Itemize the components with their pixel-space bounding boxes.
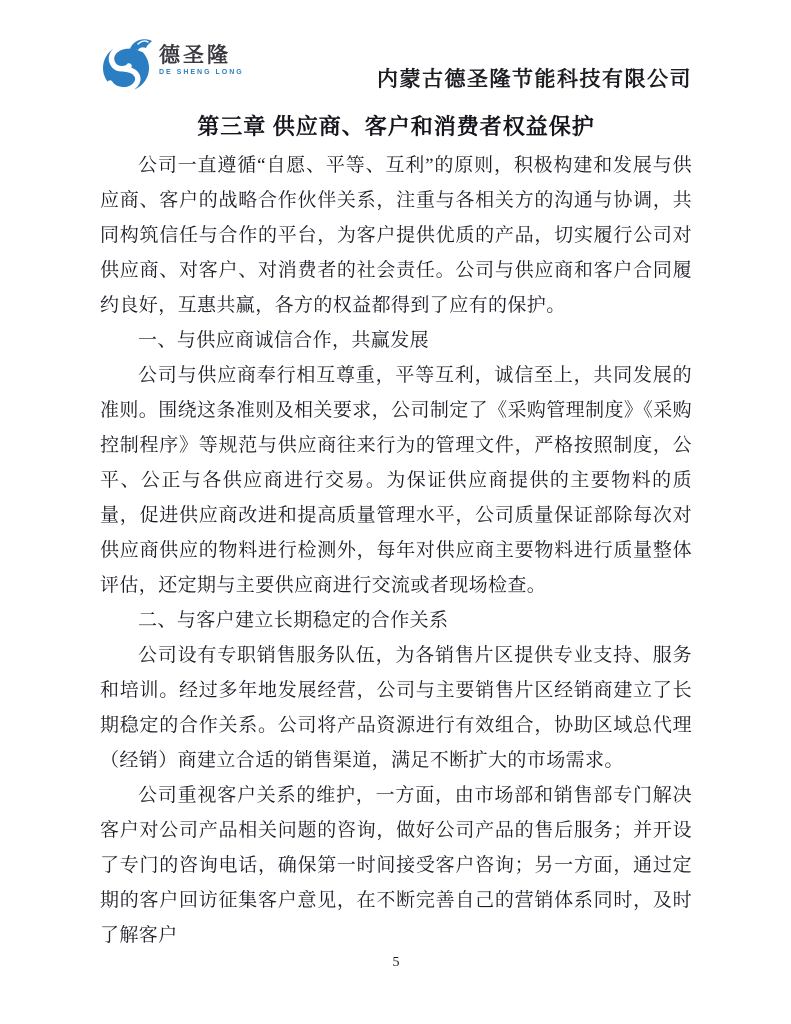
- company-name: 内蒙古德圣隆节能科技有限公司: [377, 67, 692, 91]
- logo-name-cn: 德圣隆: [159, 44, 231, 68]
- company-logo: [100, 36, 244, 94]
- document-body: [100, 148, 692, 953]
- body-paragraph: 公司与供应商奉行相互尊重，平等互利，诚信至上，共同发展的准则。围绕这条准则及相关要求，公司制定了《采购管理制度》《采购控制程序》等规范与供应商往来行为的管理文件，严格按照制度，公平、公正与各供应商进行交易。为保证供应商提供的主要物料的质量，促进供应商改进和提高质量管理水平，公司质量保证部除每次对供应商供应的物料进行检测外，每年对供应商主要物料进行质量整体评估，还定期与主要供应商进行交流或者现场检查。: [100, 365, 692, 596]
- section-heading: 一、与供应商诚信合作，共赢发展: [138, 330, 430, 351]
- logo-text-block: [159, 45, 244, 76]
- body-paragraph: 公司设有专职销售服务队伍，为各销售片区提供专业支持、服务和培训。经过多年地发展经营，公司与主要销售片区经销商建立了长期稳定的合作关系。公司将产品资源进行有效组合，协助区域总代理（经销）商建立合适的销售渠道，满足不断扩大的市场需求。: [100, 645, 692, 771]
- section-heading: 二、与客户建立长期稳定的合作关系: [138, 610, 449, 631]
- page-number: 5: [392, 955, 400, 970]
- body-paragraph: 公司一直遵循“自愿、平等、互利”的原则，积极构建和发展与供应商、客户的战略合作伙伴关系，注重与各相关方的沟通与协调，共同构筑信任与合作的平台，为客户提供优质的产品，切实履行公司对供应商、对客户、对消费者的社会责任。公司与供应商和客户合同履约良好，互惠共赢，各方的权益都得到了应有的保护。: [100, 155, 692, 316]
- body-paragraph: 公司重视客户关系的维护，一方面，由市场部和销售部专门解决客户对公司产品相关问题的咨询，做好公司产品的售后服务；并开设了专门的咨询电话，确保第一时间接受客户咨询；另一方面，通过定期的客户回访征集客户意见，在不断完善自己的营销体系同时，及时了解客户: [100, 785, 692, 946]
- page-footer: [100, 953, 692, 971]
- chapter-title: 第三章 供应商、客户和消费者权益保护: [197, 114, 595, 139]
- page-header: [100, 36, 692, 94]
- logo-name-en: DE SHENG LONG: [159, 69, 244, 77]
- dragon-s-circle-icon: [100, 36, 156, 94]
